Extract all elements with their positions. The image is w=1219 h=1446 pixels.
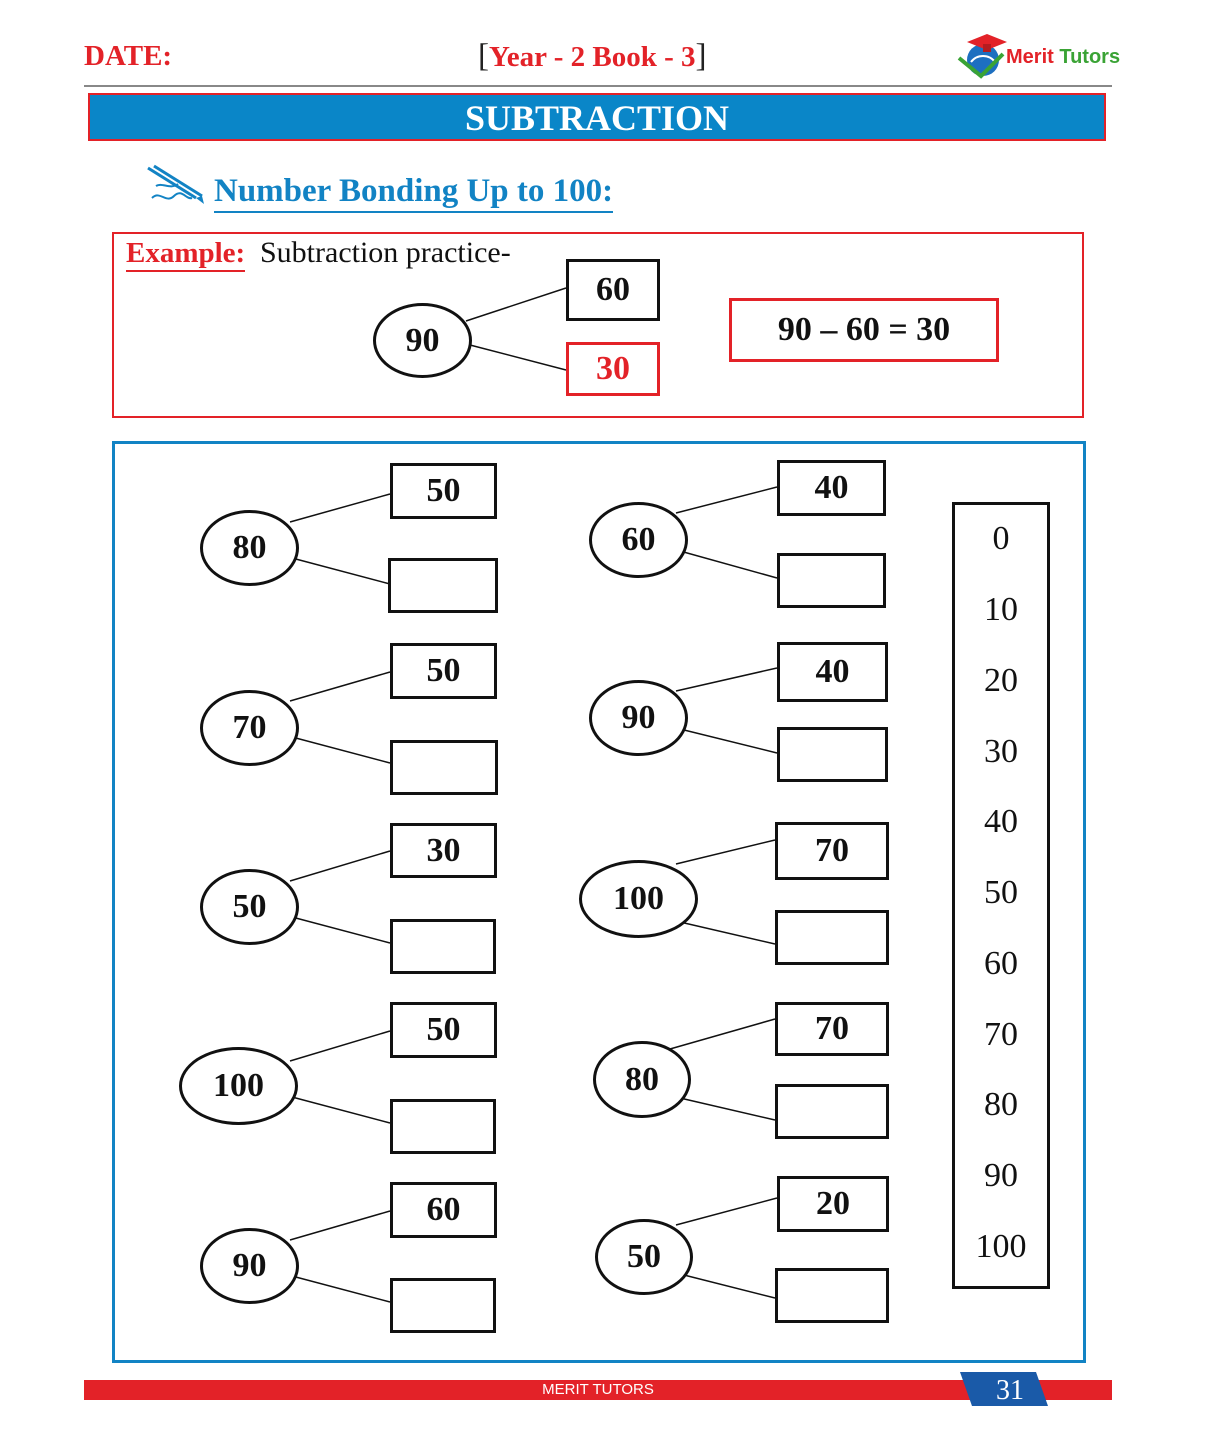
answer-box[interactable]: [390, 740, 498, 795]
example-whole-oval: 90: [373, 303, 472, 378]
whole-oval: 50: [200, 869, 299, 945]
page-title: SUBTRACTION: [88, 93, 1106, 141]
answer-option: 10: [984, 591, 1018, 628]
answer-box[interactable]: [390, 919, 496, 974]
example-answer-box: 30: [566, 342, 660, 396]
answer-options-column: [952, 502, 1050, 1289]
given-part-box: 30: [390, 823, 497, 878]
example-part-box: 60: [566, 259, 660, 321]
given-part-box: 70: [775, 1002, 889, 1056]
example-label: Example:: [126, 236, 245, 272]
whole-oval: 100: [179, 1047, 298, 1125]
whole-oval: 70: [200, 690, 299, 766]
whole-oval: 50: [595, 1219, 693, 1295]
answer-option: 20: [984, 662, 1018, 699]
answer-box[interactable]: [388, 558, 498, 613]
answer-option: 90: [984, 1157, 1018, 1194]
whole-oval: 80: [200, 510, 299, 586]
answer-box[interactable]: [390, 1099, 496, 1154]
example-equation: 90 – 60 = 30: [729, 298, 999, 362]
answer-option: 80: [984, 1086, 1018, 1123]
date-label: DATE:: [84, 40, 173, 72]
answer-option: 40: [984, 803, 1018, 840]
whole-oval: 60: [589, 502, 688, 578]
given-part-box: 40: [777, 642, 888, 702]
answer-box[interactable]: [390, 1278, 496, 1333]
given-part-box: 70: [775, 822, 889, 880]
answer-box[interactable]: [775, 1268, 889, 1323]
answer-box[interactable]: [777, 727, 888, 782]
answer-box[interactable]: [775, 910, 889, 965]
footer-text: MERIT TUTORS: [542, 1381, 654, 1398]
whole-oval: 80: [593, 1041, 691, 1118]
given-part-box: 50: [390, 463, 497, 519]
book-bracket-close: ]: [695, 38, 707, 74]
answer-option: 70: [984, 1016, 1018, 1053]
whole-oval: 90: [200, 1228, 299, 1304]
answer-option: 30: [984, 733, 1018, 770]
answer-option: 50: [984, 874, 1018, 911]
given-part-box: 60: [390, 1182, 497, 1238]
book-title: Year - 2 Book - 3: [489, 41, 696, 73]
answer-option: 60: [984, 945, 1018, 982]
section-subheading: Number Bonding Up to 100:: [214, 172, 613, 213]
given-part-box: 20: [777, 1176, 889, 1232]
logo-brand: Merit: [1006, 46, 1054, 68]
whole-oval: 90: [589, 680, 688, 756]
given-part-box: 50: [390, 643, 497, 699]
answer-option: 100: [975, 1228, 1027, 1265]
given-part-box: 50: [390, 1002, 497, 1058]
example-instruction: Subtraction practice-: [260, 236, 511, 269]
page-number: 31: [996, 1375, 1024, 1406]
answer-box[interactable]: [775, 1084, 889, 1139]
whole-oval: 100: [579, 860, 698, 938]
logo-suffix: Tutors: [1059, 46, 1121, 68]
given-part-box: 40: [777, 460, 886, 516]
book-bracket-open: [: [478, 38, 489, 74]
answer-box[interactable]: [777, 553, 886, 608]
answer-option: 0: [992, 520, 1010, 557]
